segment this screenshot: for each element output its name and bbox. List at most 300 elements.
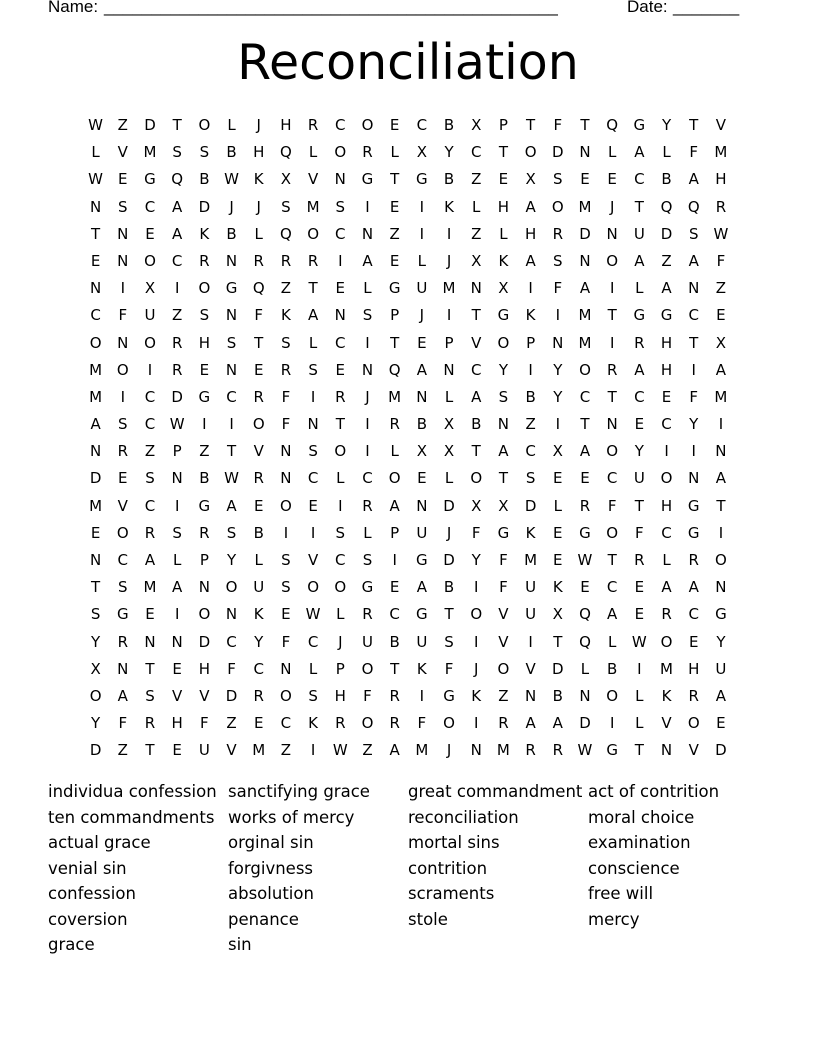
grid-letter: L: [363, 523, 372, 542]
grid-letter: G: [606, 741, 618, 760]
grid-letter: N: [89, 197, 102, 216]
grid-letter: D: [524, 496, 537, 515]
grid-letter: F: [281, 415, 291, 434]
grid-letter: O: [144, 251, 156, 270]
grid-letter: S: [118, 415, 128, 434]
grid-letter: C: [253, 659, 264, 678]
grid-letter: R: [199, 251, 210, 270]
grid-letter: Y: [634, 442, 644, 461]
grid-letter: S: [308, 686, 318, 705]
grid-letter: O: [280, 686, 292, 705]
grid-letter: K: [525, 523, 536, 542]
grid-letter: U: [144, 306, 156, 325]
grid-letter: D: [660, 224, 673, 243]
grid-letter: G: [443, 686, 455, 705]
grid-letter: C: [579, 387, 591, 406]
grid-letter: E: [308, 496, 318, 515]
grid-letter: N: [660, 741, 673, 760]
grid-letter: O: [579, 360, 591, 379]
grid-letter: Q: [388, 360, 401, 379]
grid-letter: O: [606, 442, 619, 461]
grid-letter: Q: [579, 605, 591, 624]
grid-letter: T: [390, 659, 400, 678]
grid-letter: R: [307, 251, 319, 270]
grid-letter: L: [91, 143, 100, 162]
word-list-item: actual grace: [48, 833, 151, 852]
grid-row: [82, 221, 735, 248]
grid-letter: S: [145, 686, 155, 705]
date-line: _______: [673, 0, 740, 16]
grid-letter: T: [580, 116, 590, 134]
grid-letter: M: [578, 197, 592, 216]
grid-letter: K: [444, 197, 454, 216]
grid-letter: R: [117, 442, 128, 461]
letter-grid: [82, 112, 735, 765]
grid-letter: C: [144, 415, 156, 434]
grid-letter: W: [332, 741, 348, 760]
grid-letter: P: [199, 551, 209, 569]
grid-letter: X: [525, 170, 536, 189]
grid-letter: I: [147, 360, 153, 379]
grid-letter: L: [635, 714, 644, 733]
grid-letter: A: [688, 251, 699, 270]
grid-letter: A: [634, 143, 645, 162]
grid-letter: E: [634, 578, 645, 597]
grid-letter: Y: [254, 632, 264, 651]
word-list: [48, 779, 768, 969]
grid-letter: A: [471, 387, 482, 406]
grid-letter: U: [198, 741, 210, 760]
grid-letter: L: [336, 605, 345, 624]
grid-letter: L: [662, 143, 671, 162]
grid-letter: F: [635, 523, 644, 542]
grid-letter: I: [365, 197, 370, 216]
grid-letter: A: [172, 197, 183, 216]
grid-letter: C: [606, 469, 618, 488]
grid-letter: C: [335, 333, 346, 352]
grid-letter: G: [388, 279, 401, 298]
grid-letter: H: [171, 714, 183, 733]
grid-letter: V: [226, 741, 237, 760]
grid-letter: Z: [226, 714, 237, 733]
grid-letter: N: [715, 442, 727, 461]
grid-letter: A: [416, 578, 427, 597]
grid-letter: T: [553, 632, 563, 651]
word-list-item: free will: [588, 884, 654, 903]
grid-letter: I: [310, 741, 316, 760]
grid-letter: J: [256, 116, 261, 134]
grid-letter: E: [580, 469, 590, 488]
grid-letter: O: [225, 578, 238, 597]
grid-letter: A: [715, 469, 727, 488]
grid-letter: R: [335, 714, 346, 733]
grid-letter: A: [634, 360, 645, 379]
grid-letter: N: [225, 360, 238, 379]
grid-row: [82, 139, 735, 166]
grid-letter: E: [553, 523, 563, 542]
grid-letter: G: [715, 605, 727, 624]
grid-letter: R: [117, 632, 128, 651]
grid-letter: N: [361, 224, 374, 243]
grid-letter: I: [528, 632, 533, 651]
grid-letter: G: [416, 170, 428, 189]
grid-letter: N: [416, 387, 428, 406]
grid-letter: C: [117, 551, 129, 569]
grid-letter: B: [525, 387, 536, 406]
grid-letter: D: [715, 741, 727, 760]
grid-letter: T: [471, 442, 481, 461]
grid-letter: B: [199, 170, 210, 189]
grid-letter: N: [198, 578, 210, 597]
grid-letter: E: [199, 360, 210, 379]
grid-letter: A: [172, 578, 183, 597]
grid-letter: N: [579, 143, 591, 162]
grid-letter: T: [172, 116, 182, 134]
grid-letter: R: [525, 741, 536, 760]
grid-letter: R: [362, 496, 373, 515]
grid-letter: I: [120, 279, 125, 298]
grid-letter: I: [637, 659, 642, 678]
grid-letter: S: [281, 197, 291, 216]
grid-letter: U: [525, 605, 537, 624]
grid-letter: I: [338, 251, 343, 270]
grid-letter: B: [552, 686, 563, 705]
grid-letter: I: [474, 578, 479, 597]
grid-letter: O: [252, 415, 265, 434]
grid-letter: I: [419, 686, 425, 705]
grid-letter: M: [524, 551, 538, 569]
grid-letter: S: [362, 551, 373, 569]
grid-letter: E: [281, 605, 291, 624]
word-list-item: mortal sins: [408, 833, 500, 852]
grid-letter: T: [498, 143, 508, 162]
grid-letter: E: [389, 116, 400, 134]
grid-letter: A: [579, 442, 591, 461]
grid-letter: N: [524, 686, 537, 705]
grid-letter: L: [444, 387, 454, 406]
grid-letter: A: [416, 360, 427, 379]
grid-letter: M: [143, 578, 157, 597]
grid-row: [82, 465, 735, 492]
grid-letter: X: [498, 496, 509, 515]
grid-letter: D: [579, 714, 591, 733]
grid-letter: F: [607, 496, 617, 515]
grid-letter: A: [172, 224, 183, 243]
grid-letter: H: [334, 686, 346, 705]
grid-letter: B: [661, 170, 672, 189]
grid-letter: T: [145, 741, 155, 760]
grid-letter: G: [497, 306, 510, 325]
grid-letter: I: [229, 415, 234, 434]
grid-letter: D: [171, 387, 183, 406]
grid-letter: A: [117, 686, 128, 705]
grid-letter: N: [552, 333, 564, 352]
grid-letter: J: [338, 632, 343, 651]
grid-letter: C: [226, 387, 237, 406]
grid-letter: C: [470, 360, 482, 379]
grid-letter: M: [714, 143, 728, 162]
grid-letter: I: [474, 714, 479, 733]
grid-letter: X: [280, 170, 292, 189]
grid-letter: V: [525, 659, 536, 678]
grid-letter: H: [524, 224, 537, 243]
grid-letter: I: [474, 632, 479, 651]
grid-letter: C: [335, 224, 346, 243]
grid-letter: O: [361, 116, 374, 134]
grid-letter: I: [338, 496, 343, 515]
grid-letter: L: [308, 333, 318, 352]
grid-letter: E: [688, 632, 699, 651]
grid-letter: I: [691, 442, 696, 461]
grid-letter: I: [174, 605, 180, 624]
grid-letter: A: [90, 415, 101, 434]
grid-letter: M: [252, 741, 266, 760]
grid-letter: U: [633, 224, 645, 243]
grid-letter: K: [253, 170, 264, 189]
grid-letter: Q: [660, 197, 673, 216]
grid-letter: B: [471, 415, 482, 434]
grid-letter: T: [91, 224, 101, 243]
grid-letter: L: [607, 632, 617, 651]
grid-letter: W: [631, 632, 647, 651]
grid-letter: T: [471, 306, 481, 325]
word-list-item: works of mercy: [228, 807, 355, 827]
grid-letter: C: [389, 605, 400, 624]
word-list-item: ten commandments: [48, 807, 215, 827]
grid-letter: R: [253, 251, 264, 270]
grid-letter: I: [528, 279, 533, 298]
grid-letter: M: [415, 741, 429, 760]
grid-letter: R: [362, 143, 373, 162]
grid-letter: N: [688, 279, 700, 298]
grid-letter: A: [715, 686, 727, 705]
word-list-item: grace: [48, 935, 95, 954]
grid-letter: M: [578, 306, 592, 325]
grid-letter: E: [172, 659, 182, 678]
grid-letter: Z: [362, 741, 373, 760]
grid-letter: X: [552, 605, 563, 624]
grid-letter: H: [688, 659, 700, 678]
grid-letter: X: [471, 251, 482, 270]
grid-letter: R: [199, 523, 210, 542]
grid-letter: E: [661, 387, 672, 406]
grid-row: [82, 629, 735, 656]
grid-letter: K: [525, 306, 536, 325]
grid-letter: P: [335, 659, 345, 678]
grid-letter: M: [306, 197, 320, 216]
grid-letter: X: [416, 143, 427, 162]
grid-letter: S: [118, 197, 128, 216]
name-label: Name:: [48, 0, 99, 16]
grid-letter: O: [606, 686, 619, 705]
grid-row: [82, 384, 735, 411]
grid-letter: M: [89, 360, 103, 379]
grid-letter: F: [281, 387, 291, 406]
grid-letter: O: [687, 714, 700, 733]
grid-letter: A: [498, 442, 509, 461]
grid-letter: G: [225, 279, 238, 298]
grid-letter: Z: [498, 686, 509, 705]
grid-letter: S: [90, 605, 101, 624]
grid-letter: T: [335, 415, 345, 434]
grid-letter: N: [579, 686, 591, 705]
grid-letter: E: [118, 469, 128, 488]
grid-letter: P: [498, 116, 508, 134]
grid-letter: T: [634, 741, 644, 760]
grid-letter: F: [363, 686, 372, 705]
grid-letter: E: [389, 251, 400, 270]
grid-letter: S: [172, 523, 182, 542]
grid-letter: X: [416, 442, 427, 461]
grid-letter: C: [661, 415, 672, 434]
grid-letter: W: [88, 116, 104, 134]
grid-letter: Q: [280, 224, 292, 243]
word-list-item: orginal sin: [228, 833, 314, 852]
grid-letter: F: [716, 251, 726, 270]
grid-letter: J: [256, 197, 261, 216]
grid-letter: O: [307, 224, 319, 243]
grid-letter: T: [607, 306, 617, 325]
word-list-item: venial sin: [48, 858, 127, 878]
grid-letter: A: [362, 251, 373, 270]
grid-letter: I: [609, 333, 615, 352]
date-label: Date:: [627, 0, 668, 16]
grid-letter: I: [365, 333, 370, 352]
grid-letter: V: [172, 686, 183, 705]
grid-letter: M: [89, 387, 103, 406]
grid-letter: O: [497, 659, 510, 678]
grid-row: [82, 710, 735, 737]
grid-letter: O: [116, 523, 129, 542]
grid-letter: Y: [716, 632, 726, 651]
grid-letter: V: [498, 632, 509, 651]
grid-letter: I: [446, 306, 452, 325]
word-list-item: absolution: [228, 884, 314, 903]
header: [48, 0, 748, 19]
grid-letter: R: [307, 116, 319, 134]
grid-letter: N: [225, 306, 238, 325]
grid-letter: G: [416, 605, 428, 624]
grid-letter: V: [715, 116, 727, 134]
grid-letter: G: [198, 387, 211, 406]
grid-letter: F: [227, 659, 236, 678]
grid-letter: L: [444, 469, 454, 488]
name-line: ________________________________________________: [104, 0, 558, 16]
grid-letter: E: [90, 523, 101, 542]
grid-letter: Z: [117, 116, 128, 134]
grid-letter: E: [553, 551, 563, 569]
grid-letter: L: [308, 143, 318, 162]
grid-letter: I: [120, 387, 125, 406]
grid-letter: W: [169, 415, 185, 434]
grid-letter: G: [416, 551, 428, 569]
grid-letter: J: [419, 306, 425, 325]
grid-letter: W: [88, 170, 104, 189]
grid-letter: O: [443, 714, 455, 733]
grid-letter: S: [335, 197, 346, 216]
grid-letter: L: [607, 143, 617, 162]
grid-letter: I: [310, 387, 316, 406]
grid-letter: J: [474, 659, 479, 678]
grid-letter: R: [335, 387, 346, 406]
grid-letter: A: [579, 279, 591, 298]
grid-letter: R: [606, 360, 618, 379]
grid-letter: F: [281, 632, 291, 651]
grid-letter: C: [90, 306, 101, 325]
grid-letter: F: [118, 714, 128, 733]
grid-letter: V: [117, 496, 128, 515]
grid-letter: N: [117, 333, 129, 352]
grid-letter: O: [524, 143, 537, 162]
grid-letter: Y: [471, 551, 481, 569]
grid-letter: K: [552, 578, 563, 597]
grid-letter: L: [308, 659, 318, 678]
grid-letter: P: [390, 523, 400, 542]
grid-letter: E: [253, 496, 264, 515]
grid-letter: G: [144, 170, 156, 189]
grid-letter: O: [334, 442, 347, 461]
grid-letter: Z: [172, 306, 183, 325]
grid-letter: I: [174, 496, 180, 515]
grid-letter: Y: [553, 387, 563, 406]
grid-letter: E: [118, 170, 128, 189]
grid-letter: O: [280, 496, 292, 515]
grid-letter: T: [716, 496, 726, 515]
grid-letter: H: [253, 143, 265, 162]
grid-letter: O: [715, 551, 727, 569]
grid-letter: G: [579, 523, 591, 542]
grid-letter: T: [254, 333, 264, 352]
grid-letter: Q: [280, 143, 292, 162]
grid-letter: S: [226, 333, 237, 352]
grid-letter: C: [307, 632, 319, 651]
grid-letter: N: [280, 442, 292, 461]
grid-letter: X: [552, 442, 563, 461]
grid-letter: Z: [715, 279, 727, 298]
grid-letter: B: [253, 523, 264, 542]
grid-letter: D: [443, 496, 455, 515]
grid-letter: L: [336, 469, 345, 488]
grid-row: [82, 683, 735, 710]
grid-letter: U: [633, 469, 645, 488]
grid-letter: I: [365, 415, 370, 434]
grid-letter: N: [280, 469, 292, 488]
grid-letter: R: [144, 714, 156, 733]
grid-letter: O: [307, 578, 319, 597]
grid-letter: I: [419, 197, 425, 216]
grid-letter: M: [578, 333, 592, 352]
grid-letter: T: [444, 605, 454, 624]
grid-letter: M: [660, 659, 673, 678]
word-list-item: mercy: [588, 909, 640, 929]
grid-letter: B: [226, 143, 237, 162]
grid-letter: R: [688, 551, 699, 569]
grid-row: [82, 656, 735, 683]
grid-letter: Y: [226, 551, 237, 569]
grid-letter: T: [145, 659, 155, 678]
grid-letter: N: [606, 415, 618, 434]
grid-letter: W: [305, 605, 321, 624]
grid-letter: E: [580, 170, 590, 189]
grid-letter: D: [225, 686, 238, 705]
grid-letter: K: [308, 714, 319, 733]
page-title: Reconciliation: [237, 34, 579, 91]
grid-letter: L: [254, 224, 263, 243]
grid-letter: T: [634, 197, 644, 216]
grid-letter: E: [580, 578, 590, 597]
grid-letter: E: [253, 714, 264, 733]
grid-letter: S: [118, 578, 128, 597]
